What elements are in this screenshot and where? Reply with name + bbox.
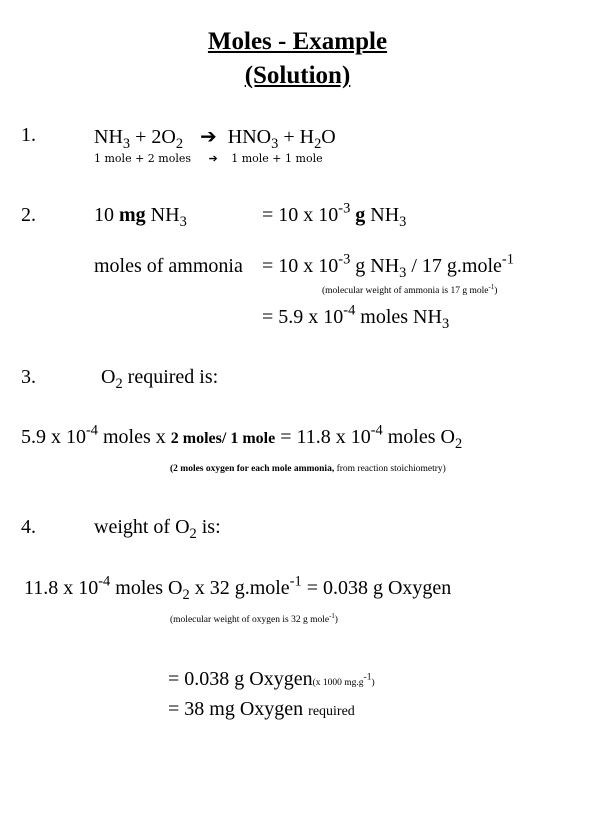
title-line-2: (Solution) <box>244 62 351 89</box>
moles-calculation: = 10 x $10^{-3}$ g $NH_3 / 17$ g.mole$^{-1}$ <box>262 251 514 282</box>
oxygen-weight-calculation: 11.8 x $10^{-4}$ moles $O_2$ x 32 g.mole$^{-1}$ = 0.038 g Oxygen <box>24 573 452 604</box>
final-answer: = 38 mg Oxygen required <box>168 698 355 720</box>
mass-in-grams: = 10 x $10^{-3}$ g $NH_3$ <box>262 200 407 231</box>
right-arrow-icon: ➔ <box>200 126 217 148</box>
ammonia-mw-note: (molecular weight of ammonia is 17 g mole$^{-1}$) <box>322 283 498 296</box>
reaction-moles: 1 mole + 2 moles ➔ 1 mole + 1 mole <box>94 152 323 165</box>
moles-label: moles of ammonia <box>94 255 243 277</box>
step-3-number: 3. <box>21 366 36 388</box>
right-arrow-icon: ➔ <box>208 152 218 165</box>
step-2-number: 2. <box>21 204 36 226</box>
reaction-equation: $NH_3 + 2O_2$ ➔ $HNO_3 + H_2O$ <box>94 126 336 153</box>
title-line-1: Moles - Example <box>207 28 388 55</box>
oxygen-moles-calculation: 5.9 x $10^{-4}$ moles x 2 moles/ 1 mole = 11.8 x $10^{-4}$ moles $O_2$ <box>21 422 463 453</box>
mass-given: 10 mg $NH_3$ <box>94 204 187 231</box>
stoichiometry-note: (2 moles oxygen for each mole ammonia, from reaction stoichiometry) <box>170 464 446 474</box>
moles-result: = 5.9 x $10^{-4}$ moles $NH_3$ <box>262 302 450 333</box>
oxygen-mw-note: (molecular weight of oxygen is 32 g mole$^{-1}$) <box>170 612 338 625</box>
step-4-number: 4. <box>21 516 36 538</box>
oxygen-required-heading: $O_2$ required is: <box>101 366 219 393</box>
step-1-number: 1. <box>21 124 36 146</box>
oxygen-grams-conversion: = 0.038 g Oxygen(x 1000 $mg.g^{-1}$) <box>168 668 375 690</box>
oxygen-weight-heading: weight of $O_2$ is: <box>94 516 221 543</box>
